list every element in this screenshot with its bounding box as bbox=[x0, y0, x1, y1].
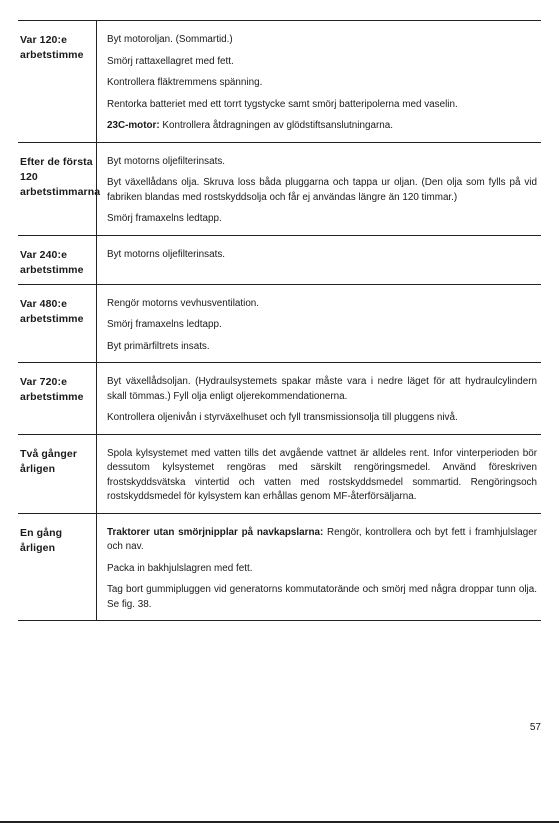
task-entry bbox=[107, 176, 537, 205]
task-text: Rengör motorns vevhusventilation. bbox=[107, 297, 260, 309]
task-list bbox=[96, 143, 541, 235]
task-entry bbox=[107, 212, 537, 227]
schedule-table bbox=[18, 21, 541, 621]
task-text: Tag bort gummipluggen vid generatorns kommutatorände och smörj med några droppar tunn olja. Se fig. 38. bbox=[107, 584, 537, 610]
task-entry bbox=[107, 248, 537, 263]
schedule-row bbox=[18, 21, 541, 143]
task-entry bbox=[107, 340, 537, 355]
task-text: Byt primärfiltrets insats. bbox=[107, 340, 210, 352]
task-entry bbox=[107, 583, 537, 612]
interval-label: Var 120:e arbetstimme bbox=[20, 34, 84, 61]
task-list bbox=[96, 285, 541, 363]
task-text: Kontrollera oljenivån i styrväxelhuset och fyll transmissionsolja till pluggens nivå. bbox=[107, 412, 458, 423]
page-number: 57 bbox=[529, 722, 541, 733]
task-entry bbox=[107, 98, 537, 113]
task-entry bbox=[107, 33, 537, 48]
interval-label: Efter de första 120 arbetstimmarna bbox=[20, 155, 101, 198]
task-entry bbox=[107, 447, 537, 505]
task-text: Smörj framaxelns ledtapp. bbox=[107, 213, 222, 224]
schedule-row bbox=[18, 236, 541, 285]
schedule-row bbox=[18, 435, 541, 514]
task-entry bbox=[107, 526, 537, 555]
schedule-row bbox=[18, 514, 541, 622]
task-entry bbox=[107, 155, 537, 170]
task-list bbox=[96, 21, 541, 142]
task-list bbox=[96, 435, 541, 513]
maintenance-schedule bbox=[18, 20, 541, 621]
interval-label: En gång årligen bbox=[20, 526, 63, 554]
task-lead: 23C-motor: bbox=[107, 120, 160, 131]
task-text: Byt motoroljan. (Sommartid.) bbox=[107, 34, 233, 45]
schedule-row bbox=[18, 285, 541, 364]
task-text: Byt växellådsoljan. (Hydraulsystemets spakar måste vara i nedre läget för att hydraulcylindern skall tömmas.) Fyll olja enligt oljerekommendationerna. bbox=[107, 376, 537, 402]
task-entry bbox=[107, 119, 537, 134]
interval-label: Var 240:e arbetstimme bbox=[20, 248, 84, 276]
interval-label: Två gånger årligen bbox=[20, 447, 78, 475]
task-text: Spola kylsystemet med vatten tills det avgående vattnet är alldeles rent. Infor vinterperioden bör dessutom kylsystemet rengöras med särskilt rengöringsmedel. Använd föreskriven frostskyddsvätska vintertid och vatten med rostskyddsmedel sommartid. Rengöringsoch rostskyddsmedel för kylsystem kan erhållas genom MF-återförsäljarna. bbox=[107, 447, 537, 502]
task-lead: Traktorer utan smörjnipplar på navkapslarna: bbox=[107, 526, 324, 538]
interval-label: Var 720:e arbetstimme bbox=[20, 376, 84, 403]
task-entry bbox=[107, 375, 537, 404]
task-entry bbox=[107, 318, 537, 333]
task-text: Byt motorns oljefilterinsats. bbox=[107, 248, 225, 260]
task-text: Rentorka batteriet med ett torrt tygstycke samt smörj batteripolerna med vaselin. bbox=[107, 98, 458, 110]
task-text: Smörj rattaxellagret med fett. bbox=[107, 55, 234, 67]
task-entry bbox=[107, 76, 537, 91]
schedule-row bbox=[18, 143, 541, 236]
task-text: Byt motorns oljefilterinsats. bbox=[107, 155, 225, 167]
schedule-row bbox=[18, 363, 541, 435]
task-text: Smörj framaxelns ledtapp. bbox=[107, 319, 222, 330]
task-list bbox=[96, 514, 541, 621]
task-entry bbox=[107, 55, 537, 70]
task-text: Kontrollera åtdragningen av glödstiftsanslutningarna. bbox=[159, 120, 393, 131]
task-entry bbox=[107, 297, 537, 312]
task-text: Kontrollera fläktremmens spänning. bbox=[107, 77, 263, 88]
task-list bbox=[96, 236, 541, 284]
task-text: Rengör, kontrollera och byt fett i framhjulslager och nav. bbox=[107, 526, 537, 552]
task-entry bbox=[107, 411, 537, 426]
task-list bbox=[96, 363, 541, 434]
task-text: Packa in bakhjulslagren med fett. bbox=[107, 562, 253, 574]
interval-label: Var 480:e arbetstimme bbox=[20, 297, 84, 325]
task-text: Byt växellådans olja. Skruva loss båda pluggarna och tappa ur oljan. (Den olja som fylls på vid fabriken blandas med rostskyddsolja och får ej användas längre än 120 timmar.) bbox=[107, 177, 537, 203]
task-entry bbox=[107, 562, 537, 577]
